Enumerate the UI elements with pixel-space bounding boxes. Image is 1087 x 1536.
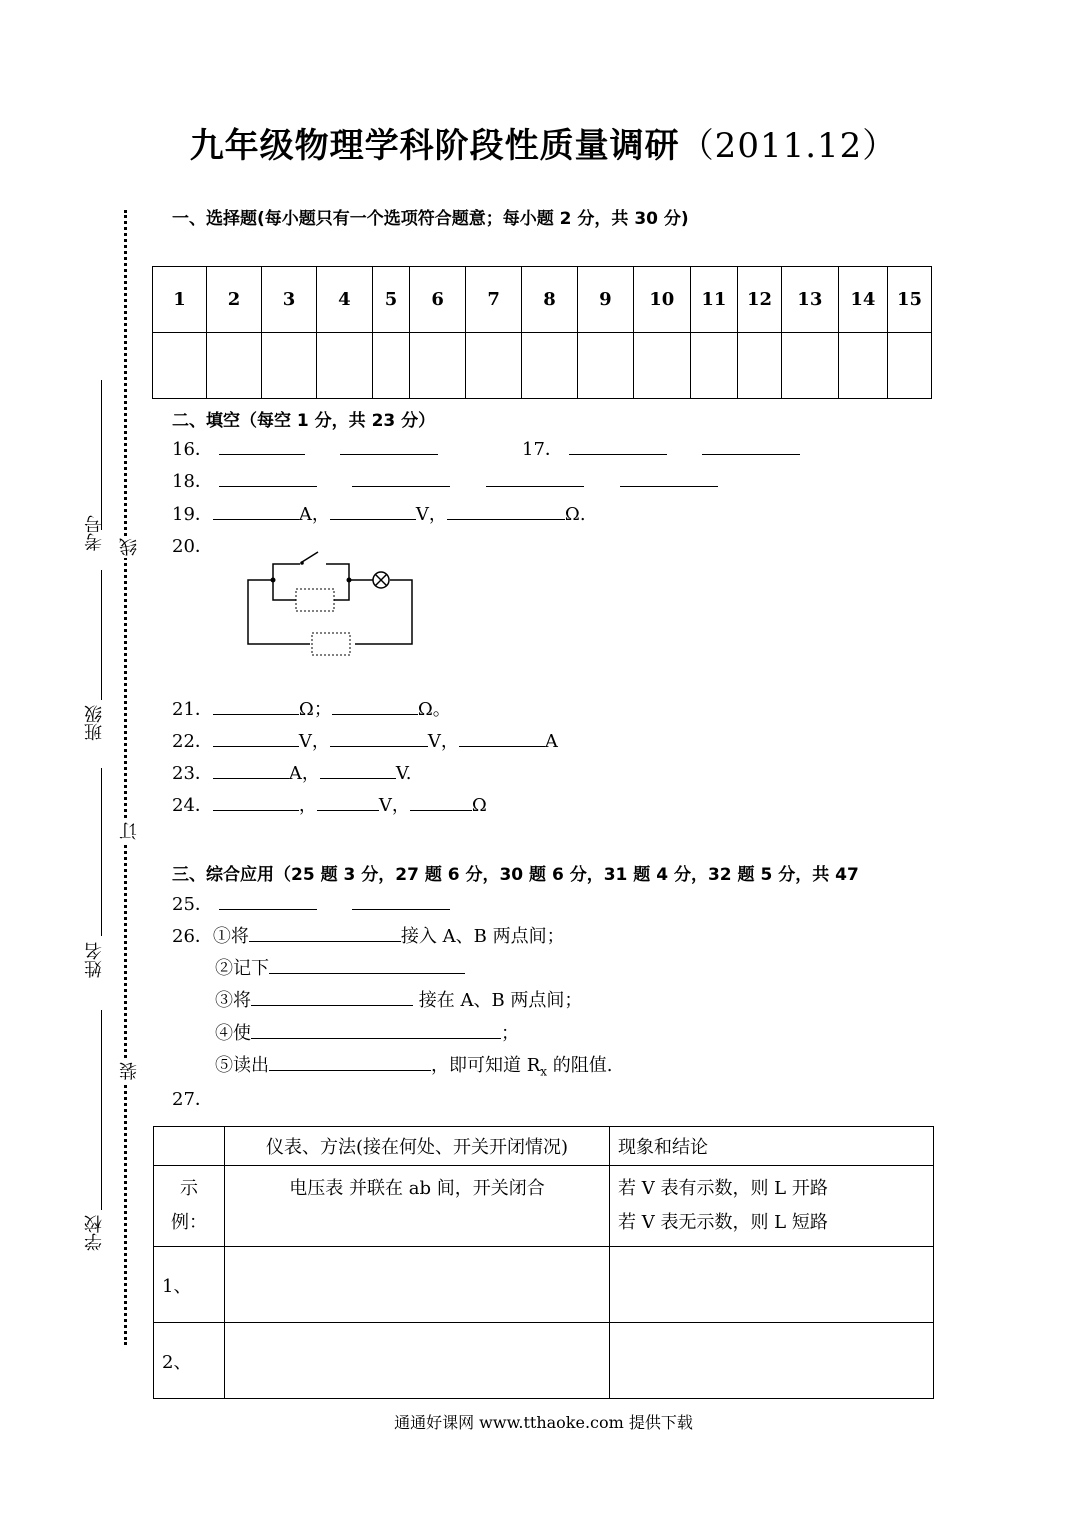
- answer-cell[interactable]: [410, 333, 466, 399]
- answer-cell[interactable]: [522, 333, 578, 399]
- answer-cell[interactable]: [690, 333, 738, 399]
- header-result: 现象和结论: [610, 1127, 934, 1166]
- answer-blank[interactable]: [213, 501, 299, 520]
- answer-blank[interactable]: [332, 696, 418, 715]
- unit-label: A，: [298, 504, 330, 525]
- answer-cell[interactable]: [781, 333, 838, 399]
- label-zhuang: 装: [117, 1060, 143, 1082]
- choice-number: 15: [888, 267, 932, 333]
- answer-blank[interactable]: [249, 923, 401, 942]
- answer-blank[interactable]: [213, 728, 299, 747]
- header-method: 仪表、方法(接在何处、开关开闭情况): [225, 1127, 610, 1166]
- unit-label: V，: [378, 795, 410, 816]
- kaohao-line: [101, 380, 102, 530]
- table-row: [154, 1323, 934, 1399]
- q26-step4: ④使 ；: [215, 1018, 519, 1050]
- corner-cell: [154, 1127, 225, 1166]
- q16-number: 16．: [172, 439, 213, 460]
- answer-blank[interactable]: [447, 501, 565, 520]
- q18-number: 18．: [172, 471, 213, 492]
- q23-line: [172, 758, 411, 790]
- answer-blank[interactable]: [317, 792, 379, 811]
- unit-label: Ω.: [564, 504, 586, 525]
- answer-cell[interactable]: [207, 333, 262, 399]
- choice-answer-table: [152, 266, 932, 399]
- answer-number-row: [153, 267, 932, 333]
- q22-line: [172, 726, 558, 758]
- section2-heading: 二、填空（每空 1 分，共 23 分）: [172, 411, 436, 431]
- answer-blank[interactable]: [219, 468, 317, 487]
- q24-number: 24．: [172, 795, 213, 816]
- label-xian: 线: [117, 536, 143, 558]
- answer-cell[interactable]: [738, 333, 782, 399]
- choice-number: 10: [633, 267, 690, 333]
- section1-heading: 一、选择题(每小题只有一个选项符合题意；每小题 2 分，共 30 分): [172, 209, 689, 229]
- label-ding: 订: [117, 820, 143, 842]
- answer-cell[interactable]: [466, 333, 522, 399]
- q19-line: [172, 499, 586, 531]
- q21-line: [172, 694, 451, 726]
- answer-blank[interactable]: [219, 891, 317, 910]
- unit-label: Ω。: [417, 699, 451, 720]
- q23-number: 23．: [172, 763, 213, 784]
- table-header-row: [154, 1127, 934, 1166]
- answer-cell[interactable]: [372, 333, 409, 399]
- q26-step2: ②记下: [215, 953, 465, 985]
- label-kaohao: 考号: [84, 515, 105, 551]
- q17-line: [522, 434, 800, 466]
- choice-number: 5: [372, 267, 409, 333]
- banji-line: [101, 570, 102, 700]
- binding-dotted-line: [124, 210, 127, 1345]
- q21-number: 21．: [172, 699, 213, 720]
- answer-blank[interactable]: [269, 1052, 431, 1071]
- answer-blank[interactable]: [219, 436, 305, 455]
- circuit-diagram: [240, 548, 420, 660]
- q26-step1: 26．①将 接入 A、B 两点间；: [172, 921, 565, 953]
- q25-number: 25．: [172, 894, 213, 915]
- wire: [355, 580, 412, 644]
- example-row: [154, 1166, 934, 1247]
- choice-number: 2: [207, 267, 262, 333]
- q22-number: 22．: [172, 731, 213, 752]
- choice-number: 12: [738, 267, 782, 333]
- q18-line: [172, 466, 718, 498]
- q26-step5: ⑤读出 ，即可知道 $R_x$ 的阻值.: [215, 1050, 613, 1088]
- unit-label: V，: [298, 731, 330, 752]
- answer-cell[interactable]: [153, 333, 207, 399]
- answer-cell[interactable]: [316, 333, 372, 399]
- wire: [273, 564, 300, 580]
- answer-blank[interactable]: [410, 792, 472, 811]
- wire: [334, 580, 349, 600]
- q27-table: [153, 1126, 934, 1399]
- answer-blank[interactable]: [352, 891, 450, 910]
- q20-number: 20．: [172, 536, 213, 557]
- xingming-line: [101, 768, 102, 936]
- dashed-component-box: [312, 633, 350, 655]
- unit-label: V，: [427, 731, 459, 752]
- answer-blank[interactable]: [330, 501, 416, 520]
- unit-label: Ω；: [298, 699, 332, 720]
- result-cell[interactable]: [610, 1323, 934, 1399]
- answer-cell[interactable]: [633, 333, 690, 399]
- answer-cell[interactable]: [888, 333, 932, 399]
- example-method: 电压表 并联在 ab 间，开关闭合: [225, 1166, 610, 1247]
- choice-number: 1: [153, 267, 207, 333]
- choice-number: 8: [522, 267, 578, 333]
- q25-line: [172, 889, 450, 921]
- example-result: 若 V 表有示数，则 L 开路 若 V 表无示数，则 L 短路: [610, 1166, 934, 1247]
- answer-cell[interactable]: [577, 333, 633, 399]
- unit-label: V.: [395, 763, 412, 784]
- choice-number: 7: [466, 267, 522, 333]
- q24-line: [172, 790, 487, 822]
- label-banji: 班级: [84, 705, 105, 741]
- answer-blank[interactable]: [213, 696, 299, 715]
- wire: [326, 564, 349, 580]
- q26-number: 26．: [172, 926, 213, 947]
- row-label: 1、: [154, 1247, 225, 1323]
- wire: [273, 580, 296, 600]
- answer-blank[interactable]: [213, 760, 289, 779]
- switch-icon: [302, 552, 318, 562]
- answer-blank[interactable]: [569, 436, 667, 455]
- label-xingming: 姓名: [84, 942, 105, 978]
- method-cell[interactable]: [225, 1247, 610, 1323]
- answer-blank[interactable]: [459, 728, 545, 747]
- dashed-component-box: [296, 589, 334, 611]
- q16-line: [172, 434, 438, 466]
- q26-step3: ③将 接在 A、B 两点间；: [215, 985, 582, 1017]
- q19-number: 19．: [172, 504, 213, 525]
- answer-cell[interactable]: [838, 333, 887, 399]
- xuexiao-line: [101, 1010, 102, 1210]
- answer-blank[interactable]: [251, 1020, 501, 1039]
- answer-blank-row: [153, 333, 932, 399]
- answer-blank[interactable]: [251, 987, 413, 1006]
- answer-blank[interactable]: [340, 436, 438, 455]
- choice-number: 6: [410, 267, 466, 333]
- q27-number: 27．: [172, 1089, 213, 1110]
- answer-blank[interactable]: [330, 728, 428, 747]
- row-label: 2、: [154, 1323, 225, 1399]
- unit-label: V，: [415, 504, 447, 525]
- section3-heading: 三、综合应用（25 题 3 分，27 题 6 分，30 题 6 分，31 题 4 分，32 题 5 分，共 47: [172, 865, 859, 885]
- choice-number: 11: [690, 267, 738, 333]
- answer-cell[interactable]: [262, 333, 317, 399]
- unit-label: Ω: [471, 795, 487, 816]
- unit-label: ，: [298, 795, 317, 816]
- table-row: [154, 1247, 934, 1323]
- title-year: （2011.12）: [679, 126, 898, 166]
- answer-blank[interactable]: [213, 792, 299, 811]
- unit-label: A: [544, 731, 558, 752]
- q17-number: 17．: [522, 439, 563, 460]
- answer-blank[interactable]: [269, 955, 465, 974]
- page-title: 九年级物理学科阶段性质量调研（2011.12）: [189, 126, 898, 166]
- example-label: 示 例：: [154, 1166, 225, 1247]
- answer-blank[interactable]: [702, 436, 800, 455]
- footer: 通通好课网 www.tthaoke.com 提供下载: [394, 1413, 693, 1432]
- answer-blank[interactable]: [352, 468, 450, 487]
- answer-blank[interactable]: [320, 760, 396, 779]
- choice-number: 13: [781, 267, 838, 333]
- choice-number: 3: [262, 267, 317, 333]
- choice-number: 9: [577, 267, 633, 333]
- method-cell[interactable]: [225, 1323, 610, 1399]
- answer-blank[interactable]: [486, 468, 584, 487]
- label-xuexiao: 学校: [84, 1215, 105, 1251]
- choice-number: 14: [838, 267, 887, 333]
- unit-label: A，: [288, 763, 320, 784]
- answer-blank[interactable]: [620, 468, 718, 487]
- wire: [248, 580, 310, 644]
- choice-number: 4: [316, 267, 372, 333]
- result-cell[interactable]: [610, 1247, 934, 1323]
